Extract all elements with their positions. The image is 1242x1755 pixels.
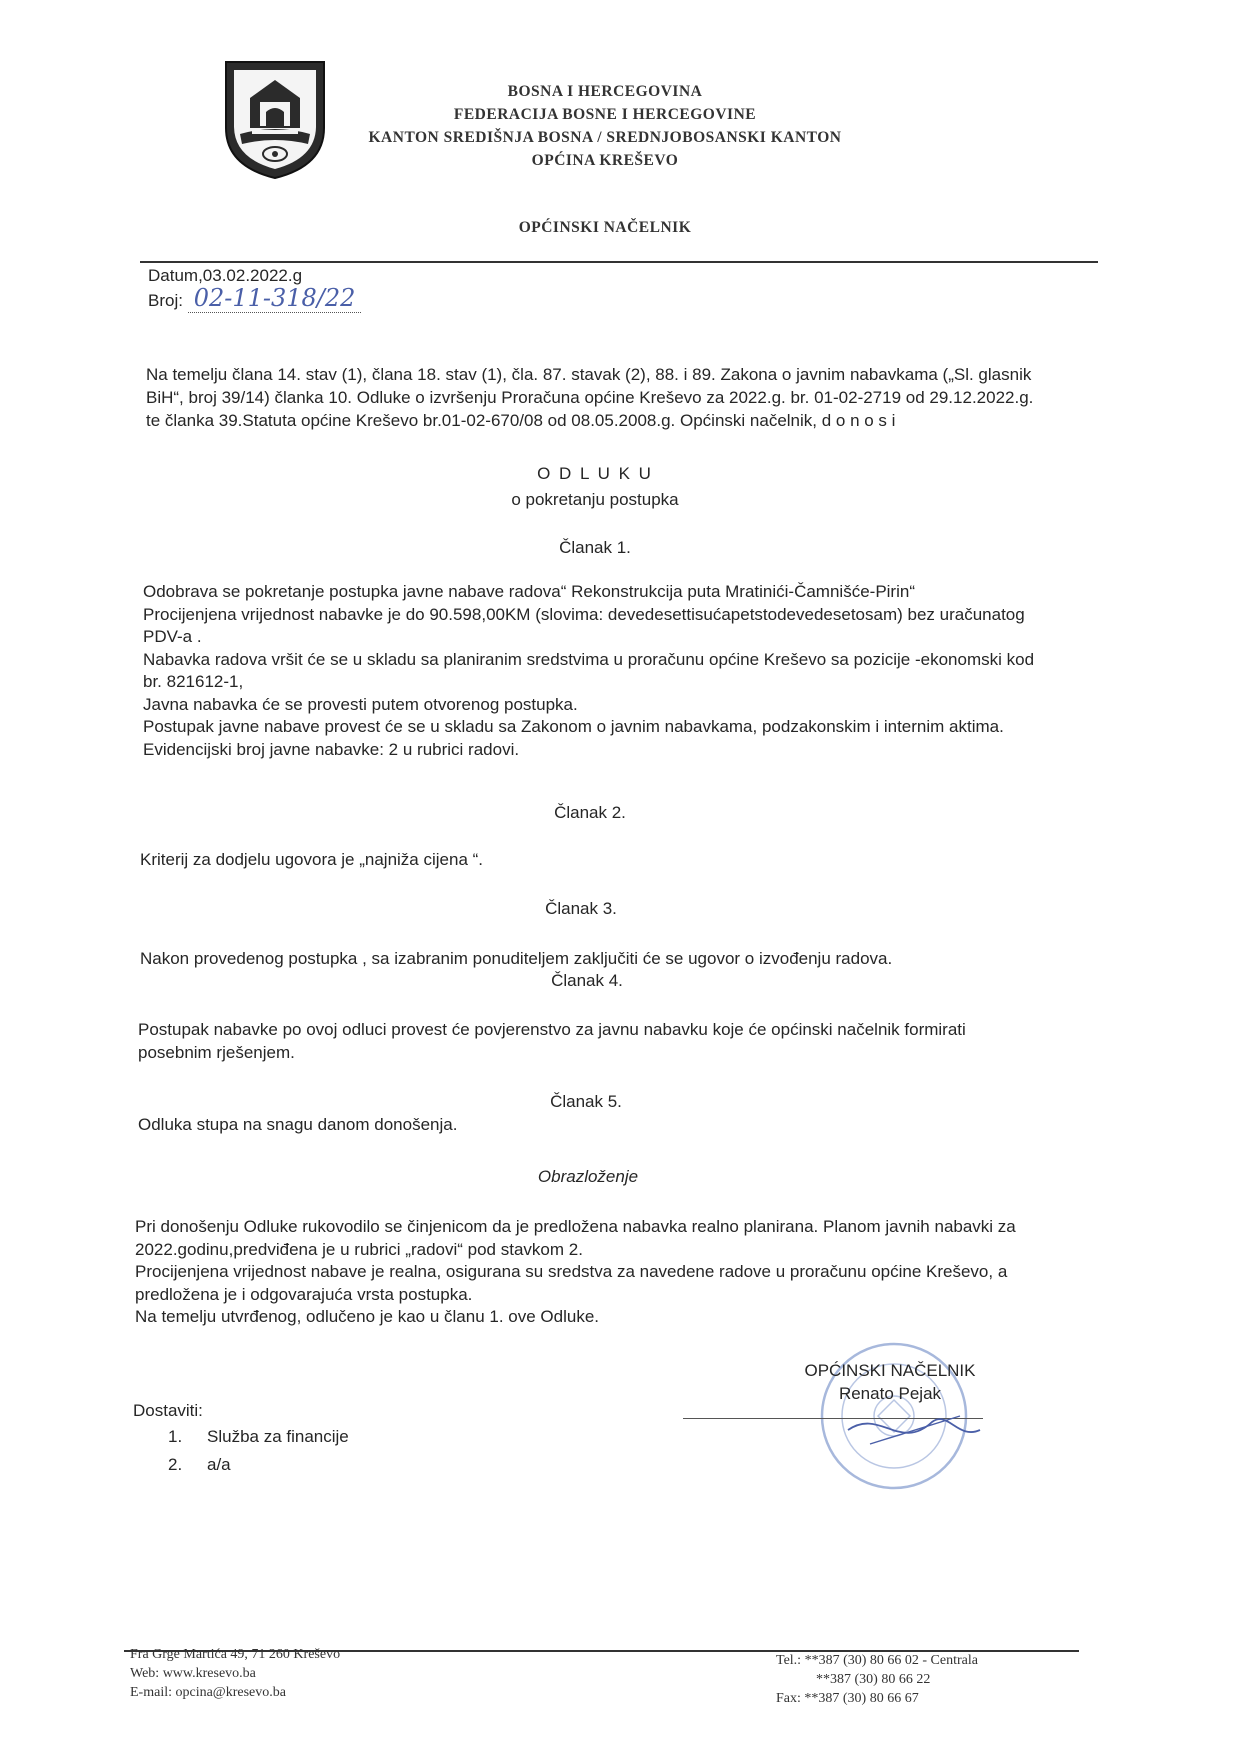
- datum-value: 03.02.2022.g: [202, 266, 303, 285]
- broj-row: [148, 284, 361, 312]
- article-4-body: [138, 1018, 1108, 1064]
- header-canton: KANTON SREDIŠNJA BOSNA / SREDNJOBOSANSKI KANTON: [368, 129, 842, 146]
- article-3-text: Nakon provedenog postupka , sa izabranim ponuditeljem zaključiti će se ugovor o izvođenju radova.: [140, 949, 893, 968]
- header-federation: FEDERACIJA BOSNE I HERCEGOVINE: [453, 106, 757, 123]
- article-1-heading: Članak 1.: [559, 538, 631, 557]
- article-4-heading: Članak 4.: [551, 971, 623, 990]
- article-4-line: Postupak nabavke po ovoj odluci provest će povjerenstvo za javnu nabavku koje će općinski načelnik formirati: [138, 1020, 966, 1039]
- delivery-item: [168, 1423, 349, 1451]
- header-divider: [140, 261, 1098, 263]
- decision-title: [395, 462, 795, 511]
- footer-contact-left: [130, 1645, 340, 1702]
- delivery-item-text: a/a: [207, 1455, 231, 1474]
- header-office: OPĆINSKI NAČELNIK: [518, 219, 692, 236]
- delivery-item-text: Služba za financije: [207, 1427, 349, 1446]
- delivery-label: Dostaviti:: [133, 1401, 203, 1420]
- article-1-body: [143, 581, 1113, 761]
- datum-label: Datum,: [148, 266, 203, 285]
- decision-title-main: O D L U K U: [537, 464, 653, 483]
- article-5-text: Odluka stupa na snagu danom donošenja.: [138, 1115, 458, 1134]
- footer-contact-right: [776, 1651, 1076, 1708]
- article-1-line: Odobrava se pokretanje postupka javne nabave radova“ Rekonstrukcija puta Mratinići-Čamnišće-Pirin“: [143, 582, 915, 601]
- rationale-line: Pri donošenju Odluke rukovodilo se činjenicom da je predložena nabavka realno planirana. Planom javnih nabavki za: [135, 1217, 1016, 1236]
- footer-fax: Fax: **387 (30) 80 66 67: [776, 1691, 919, 1706]
- rationale-line: predložena je i odgovarajuća vrsta postupka.: [135, 1284, 473, 1304]
- header-block: [330, 80, 880, 172]
- broj-label: Broj:: [148, 291, 183, 310]
- delivery-item-number: 2.: [168, 1455, 183, 1474]
- footer-tel-2: **387 (30) 80 66 22: [816, 1672, 931, 1687]
- rationale-line: 2022.godinu,predviđena je u rubrici „radovi“ pod stavkom 2.: [135, 1239, 583, 1259]
- article-2-text: Kriterij za dodjelu ugovora je „najniža cijena “.: [140, 850, 484, 869]
- header-country: BOSNA I HERCEGOVINA: [507, 83, 703, 100]
- delivery-item-number: 1.: [168, 1427, 183, 1446]
- article-1-line: PDV-a .: [143, 627, 202, 646]
- article-1-line: Javna nabavka će se provesti putem otvorenog postupka.: [143, 694, 578, 714]
- article-1-line: Procijenjena vrijednost nabavke je do 90.598,00KM (slovima: devedesettisućapetstodevedesetosam) bez uračunatog: [143, 604, 1025, 624]
- article-3-heading: Članak 3.: [545, 899, 617, 918]
- meta-block: [148, 264, 361, 312]
- decision-title-sub: o pokretanju postupka: [511, 490, 679, 509]
- handwritten-signature: [840, 1400, 990, 1460]
- footer-address: Fra Grge Martića 49, 71 260 Kreševo: [130, 1647, 341, 1662]
- coat-of-arms-logo: [222, 58, 328, 180]
- article-1-line: Evidencijski broj javne nabavke: 2 u rubrici radovi.: [143, 739, 520, 759]
- footer-email: E-mail: opcina@kresevo.ba: [130, 1685, 286, 1700]
- article-1-line: br. 821612-1,: [143, 672, 244, 691]
- article-5-heading: Članak 5.: [550, 1092, 622, 1111]
- delivery-item: [168, 1451, 349, 1479]
- preamble-line-1: Na temelju člana 14. stav (1), člana 18. stav (1), čla. 87. stavak (2), 88. i 89. Zakona o javnim nabavkama („Sl. glasnik: [146, 365, 1032, 384]
- preamble-line-2: BiH“, broj 39/14) članka 10. Odluke o izvršenju Proračuna općine Kreševo za 2022.g. br. 01-02-2719 od 29.12.2022.g.: [146, 388, 1034, 407]
- signature-scribble-icon: [840, 1400, 990, 1460]
- footer-web: Web: www.kresevo.ba: [130, 1666, 256, 1681]
- preamble: [146, 363, 1106, 432]
- header-municipality: OPĆINA KREŠEVO: [531, 152, 679, 169]
- article-4-line: posebnim rješenjem.: [138, 1043, 295, 1062]
- footer-tel-1: Tel.: **387 (30) 80 66 02 - Centrala: [776, 1653, 978, 1668]
- rationale-line: Procijenjena vrijednost nabave je realna, osigurana su sredstva za navedene radove u proračunu općine Kreševo, a: [135, 1262, 1008, 1281]
- article-2-heading: Članak 2.: [554, 803, 626, 822]
- article-1-line: Postupak javne nabave provest će se u skladu sa Zakonom o javnim nabavkama, podzakonskim i internim aktima.: [143, 717, 1004, 736]
- signature-name: Renato Pejak: [838, 1384, 942, 1403]
- delivery-list: [168, 1423, 349, 1479]
- rationale-body: [135, 1216, 1115, 1329]
- rationale-line: Na temelju utvrđenog, odlučeno je kao u članu 1. ove Odluke.: [135, 1307, 600, 1326]
- coat-of-arms-icon: [222, 58, 328, 180]
- signature-block: [790, 1359, 990, 1405]
- signature-title: OPĆINSKI NAČELNIK: [804, 1361, 976, 1380]
- rationale-heading: Obrazloženje: [537, 1167, 639, 1186]
- preamble-line-3: te članka 39.Statuta općine Kreševo br.01-02-670/08 od 08.05.2008.g. Općinski načelnik, d o n o s i: [146, 411, 896, 430]
- article-1-line: Nabavka radova vršit će se u skladu sa planiranim sredstvima u proračunu općine Kreševo sa pozicije -ekonomski kod: [143, 649, 1035, 669]
- broj-handwritten-value: 02-11-318/22: [188, 284, 362, 313]
